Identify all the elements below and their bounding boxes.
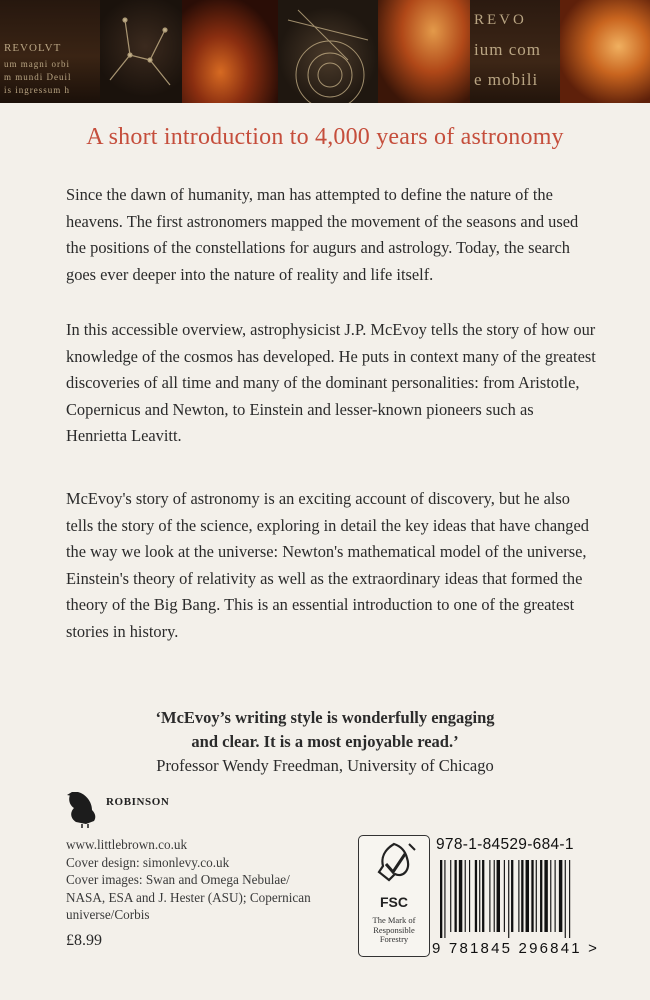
fsc-mark-line: Responsible xyxy=(373,924,415,935)
barcode-bar xyxy=(536,860,537,932)
barcode-bar xyxy=(518,860,519,932)
nebula-image-panel xyxy=(378,0,470,103)
bird-icon xyxy=(66,788,102,828)
price: £8.99 xyxy=(66,932,102,949)
tree-check-icon xyxy=(359,836,429,894)
barcode-bar xyxy=(508,860,509,938)
barcode-bar xyxy=(444,860,445,938)
latin-text-line: m mundi Deuil xyxy=(4,72,72,82)
nebula-image-panel xyxy=(182,0,278,103)
credit-line: Cover images: Swan and Omega Nebulae/ xyxy=(66,872,290,887)
latin-text-line: um magni orbi xyxy=(4,59,70,69)
fsc-logo xyxy=(358,835,430,957)
tagline: A short introduction to 4,000 years of astronomy xyxy=(86,124,564,150)
publisher-website[interactable]: www.littlebrown.co.uk xyxy=(66,837,188,852)
barcode-bar xyxy=(450,860,451,932)
cover-image-banner xyxy=(0,0,650,103)
barcode-bar xyxy=(544,860,547,932)
fsc-mark-line: The Mark of xyxy=(372,915,416,925)
barcode-bar xyxy=(494,860,495,932)
barcode-bar xyxy=(531,860,533,932)
isbn-number: 978-1-84529-684-1 xyxy=(436,836,574,853)
nebula-image-panel xyxy=(560,0,650,103)
barcode-bar xyxy=(465,860,466,932)
barcode-bar xyxy=(497,860,500,932)
barcode-bar xyxy=(540,860,542,932)
barcode-bar xyxy=(475,860,477,932)
constellation-icon xyxy=(100,0,182,103)
publisher-logo xyxy=(66,788,170,833)
review-quote xyxy=(0,706,650,778)
barcode-bar xyxy=(555,860,556,932)
barcode-bar xyxy=(489,860,490,932)
barcode-bar xyxy=(559,860,562,932)
star-chart-image-panel xyxy=(100,0,182,103)
quote-line: and clear. It is a most enjoyable read.’ xyxy=(191,732,459,751)
quote-attribution: Professor Wendy Freedman, University of Chicago xyxy=(156,756,494,775)
barcode-bar xyxy=(521,860,523,932)
publisher-name: ROBINSON xyxy=(106,796,170,808)
latin-text-line: e mobili xyxy=(474,70,539,89)
credits-block xyxy=(66,836,356,924)
latin-text-line: REVO xyxy=(474,12,527,28)
manuscript-image-panel xyxy=(0,0,100,103)
credit-line: NASA, ESA and J. Hester (ASU); Copernican xyxy=(66,889,311,905)
barcode-bar xyxy=(565,860,566,938)
latin-text-line: is ingressum h xyxy=(4,85,71,95)
barcode-bar xyxy=(469,860,470,932)
quote-line: ‘McEvoy’s writing style is wonderfully engaging xyxy=(155,708,495,727)
barcode-bar xyxy=(526,860,529,932)
barcode-bar xyxy=(511,860,513,932)
barcode-bar xyxy=(504,860,505,932)
credit-line: universe/Corbis xyxy=(66,907,150,922)
barcode xyxy=(438,860,613,938)
barcode-bar xyxy=(440,860,442,938)
manuscript-image-panel xyxy=(470,0,560,103)
latin-text-line: REVOLVT xyxy=(4,42,62,54)
blurb-paragraph: McEvoy's story of astronomy is an exciting account of discovery, but he also tells the story of the science, exploring in detail the key ideas that have changed the way we look at the universe: Newton's mathematical model of the universe, Einstein's theory of relativity as well as the extraordinary ideas that formed the theory of the Big Bang. This is an essential introduction to one of the greatest stories in history. xyxy=(66,489,589,641)
credit-line: Cover design: simonlevy.co.uk xyxy=(66,854,230,870)
barcode-digits: 9 781845 296841 > xyxy=(432,940,600,957)
fsc-label: FSC xyxy=(380,894,408,910)
barcode-bar xyxy=(459,860,462,932)
blurb-paragraph: Since the dawn of humanity, man has attempted to define the nature of the heavens. The first astronomers mapped the movement of the seasons and used the positions of the constellations for augurs and astrology. Today, the search goes ever deeper into the nature of reality and life itself. xyxy=(66,185,579,284)
blurb-paragraph: In this accessible overview, astrophysicist J.P. McEvoy tells the story of how our knowledge of the cosmos has developed. He puts in context many of the greatest discoveries of all time and many of the dominant personalities: from Aristotle, Copernicus and Newton, to Einstein and lesser-known pioneers such as Henrietta Leavitt. xyxy=(66,320,596,445)
copernican-diagram-panel xyxy=(278,0,378,103)
barcode-bar xyxy=(455,860,457,932)
barcode-bar xyxy=(479,860,480,932)
latin-text-line: ium com xyxy=(474,40,541,59)
fsc-mark-text xyxy=(363,916,425,945)
barcode-bar xyxy=(550,860,551,932)
barcode-bar xyxy=(569,860,570,938)
fsc-mark-line: Forestry xyxy=(379,934,409,944)
orbit-diagram-icon xyxy=(278,0,378,103)
barcode-bar xyxy=(482,860,484,932)
